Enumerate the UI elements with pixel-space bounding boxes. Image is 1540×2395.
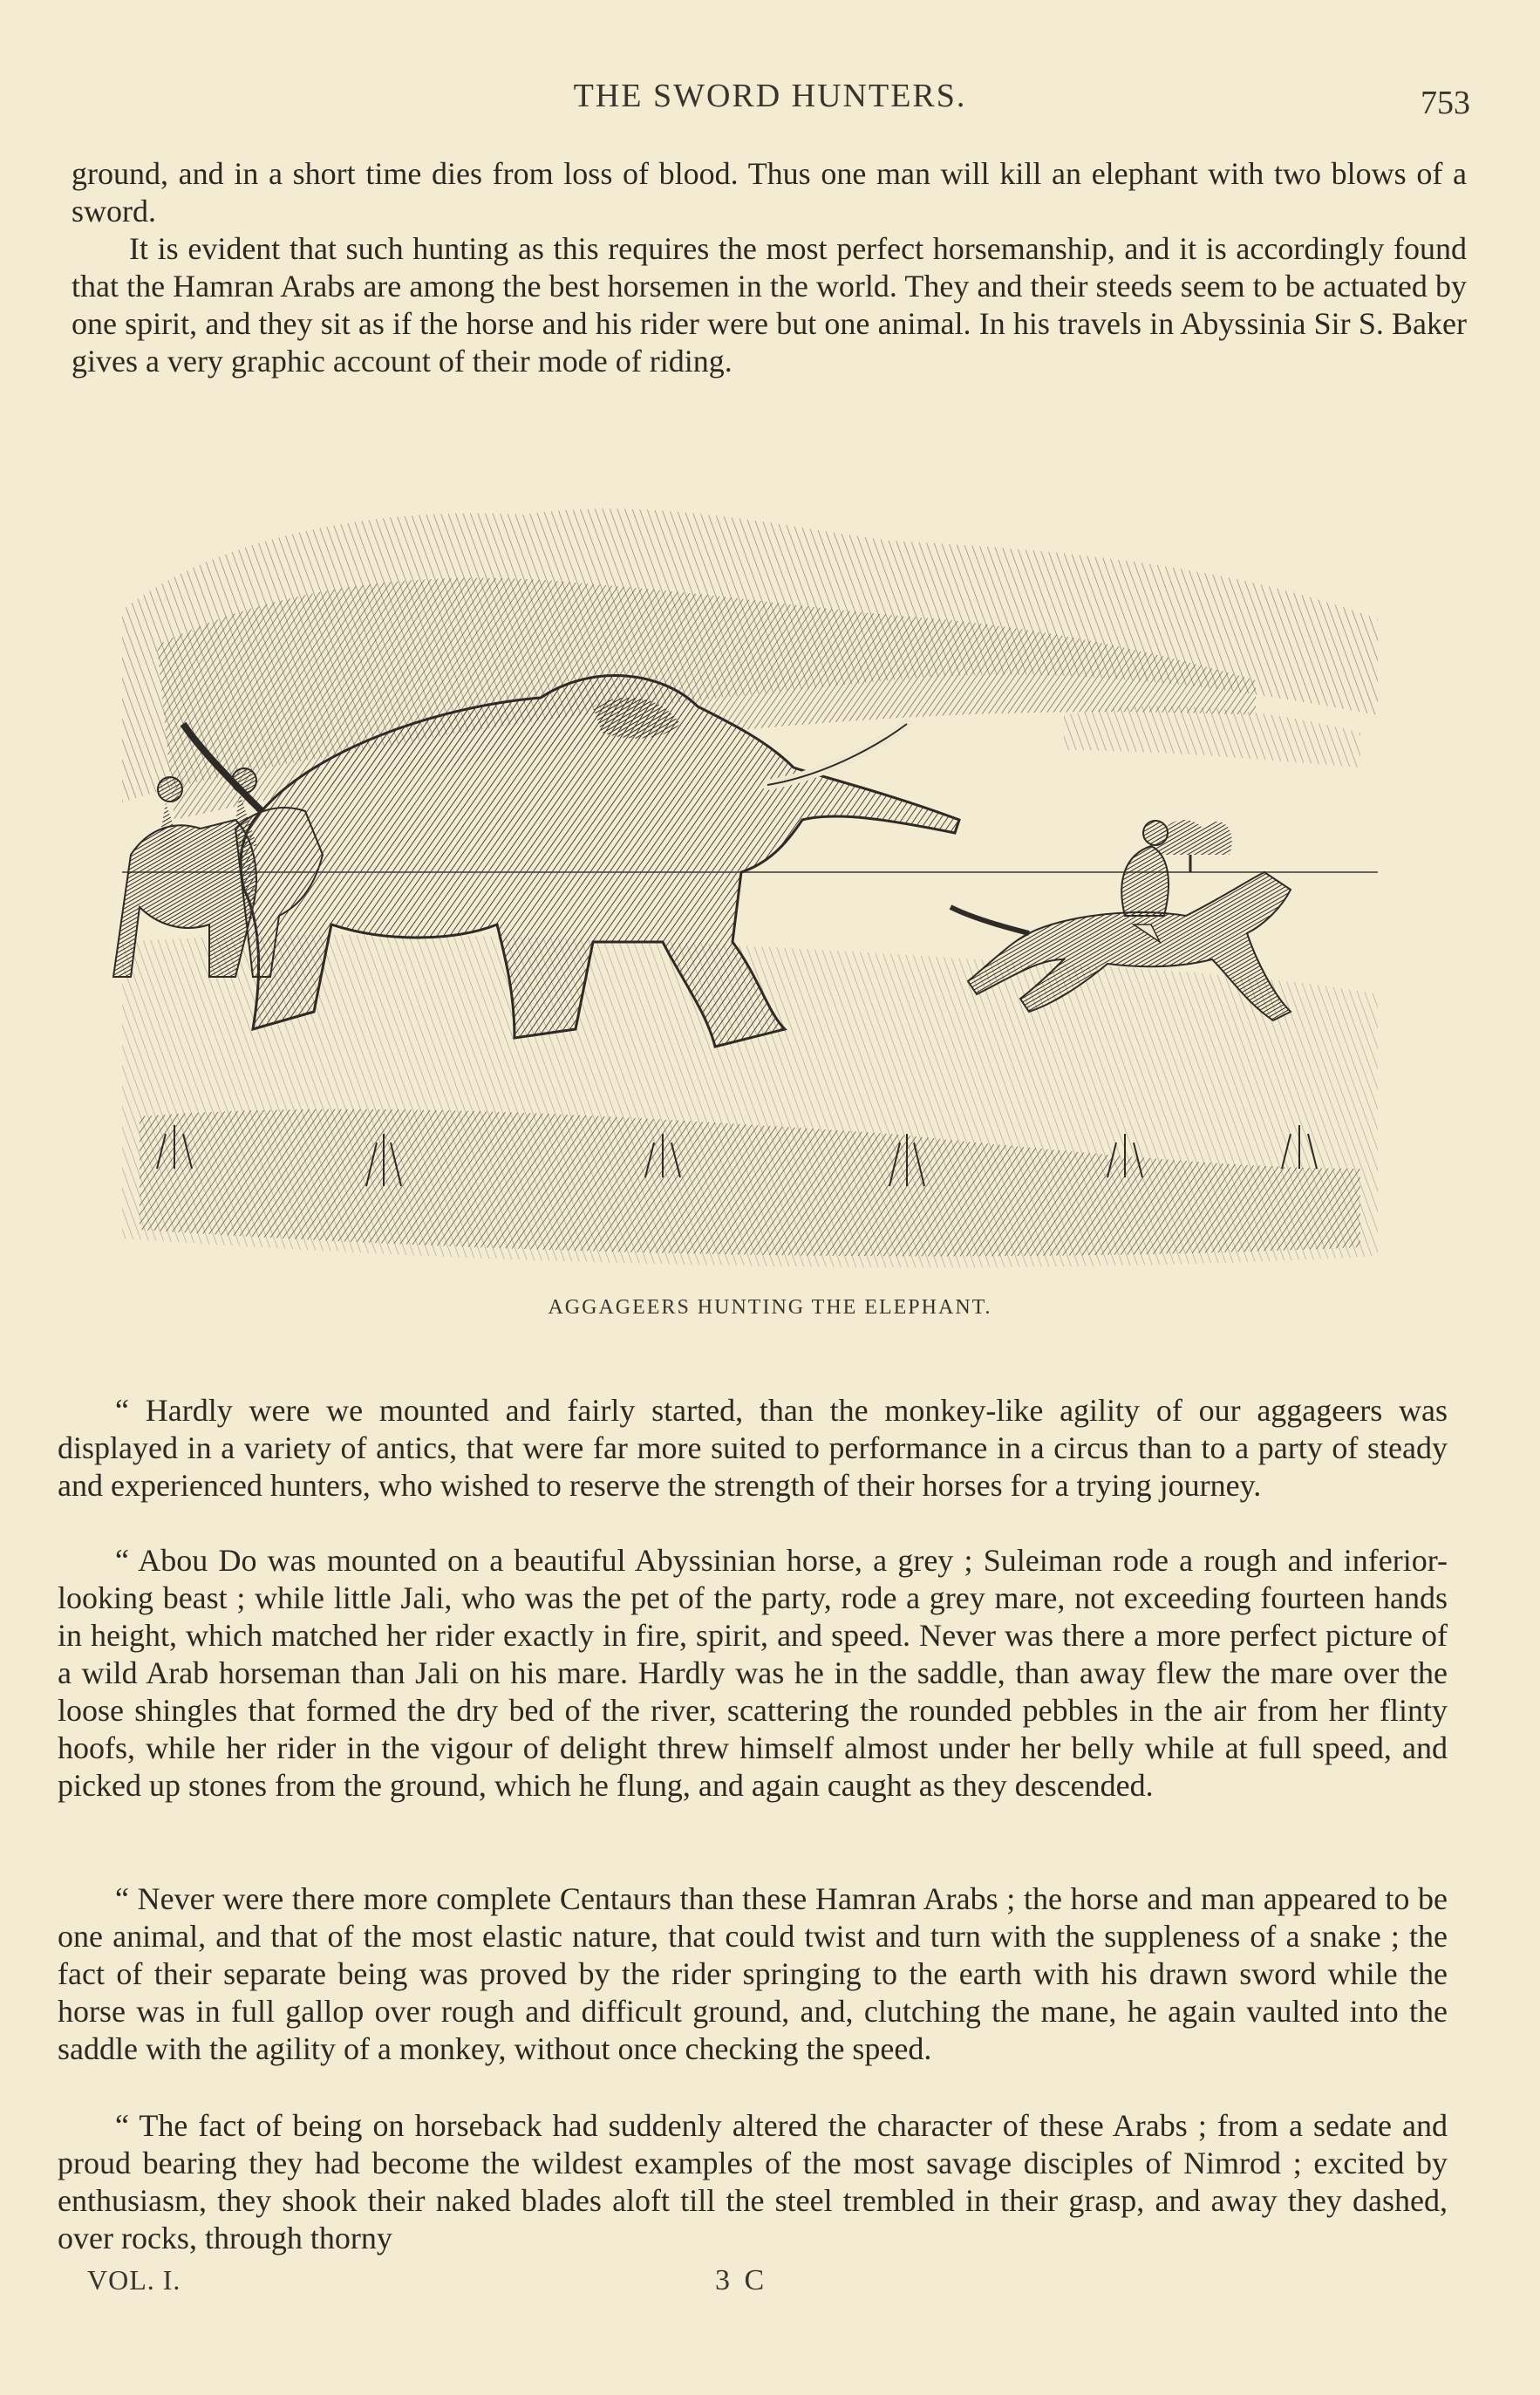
intro-paragraph-1: ground, and in a short time dies from loss of blood. Thus one man will kill an elephant with two blows of a sword. (72, 156, 1467, 229)
intro-paragraph-2: It is evident that such hunting as this requires the most perfect horsemanship, and it is accordingly found that the Hamran Arabs are among the best horsemen in the world. They and their steeds seem to be actuated by one spirit, and they sit as if the horse and his rider were but one animal. In his travels in Abyssinia Sir S. Baker gives a very graphic account of their mode of riding. (72, 231, 1467, 379)
quote-paragraph-2: “ Abou Do was mounted on a beautiful Abyssinian horse, a grey ; Suleiman rode a rough and inferior-looking beast ; while little Jali, who was the pet of the party, rode a grey mare, not exceeding fourteen hands in height, which matched her rider exactly in fire, spirit, and speed. Never was there a more perfect picture of a wild Arab horseman than Jali on his mare. Hardly was he in the saddle, than away flew the mare over the loose shingles that formed the dry bed of the river, scattering the rounded pebbles in the air from her flinty hoofs, while her rider in the vigour of delight threw himself almost under her belly while at full speed, and picked up stones from the ground, which he flung, and again caught as they descended. (58, 1543, 1448, 1803)
running-header: THE SWORD HUNTERS. (573, 78, 967, 114)
quote-paragraph-3: “ Never were there more complete Centaurs than these Hamran Arabs ; the horse and man appeared to be one animal, and that of the most elastic nature, that could twist and turn with the suppleness of a snake ; the fact of their separate being was proved by the rider springing to the earth with his drawn sword while the horse was in full gallop over rough and difficult ground, and, clutching the mane, he again vaulted into the saddle with the agility of a monkey, without once checking the speed. (58, 1881, 1448, 2066)
engraving-illustration (105, 488, 1413, 1273)
footer-volume: VOL. I. (87, 2264, 181, 2296)
quote-paragraph-4: “ The fact of being on horseback had suddenly altered the character of these Arabs ; from a sedate and proud bearing they had become the wildest examples of the most savage disciples of Nimrod ; excited by enthusiasm, they shook their naked blades aloft till the steel trembled in their grasp, and away they dashed, over rocks, through thorny (58, 2108, 1448, 2255)
quote-paragraph-1: “ Hardly were we mounted and fairly started, than the monkey-like agility of our aggageers was displayed in a variety of antics, that were far more suited to performance in a circus than to a party of steady and experienced hunters, who wished to reserve the strength of their horses for a trying journey. (58, 1393, 1448, 1503)
page-number: 753 (1421, 85, 1470, 121)
footer-signature: 3 C (715, 2264, 768, 2296)
illustration-caption: AGGAGEERS HUNTING THE ELEPHANT. (548, 1296, 992, 1319)
